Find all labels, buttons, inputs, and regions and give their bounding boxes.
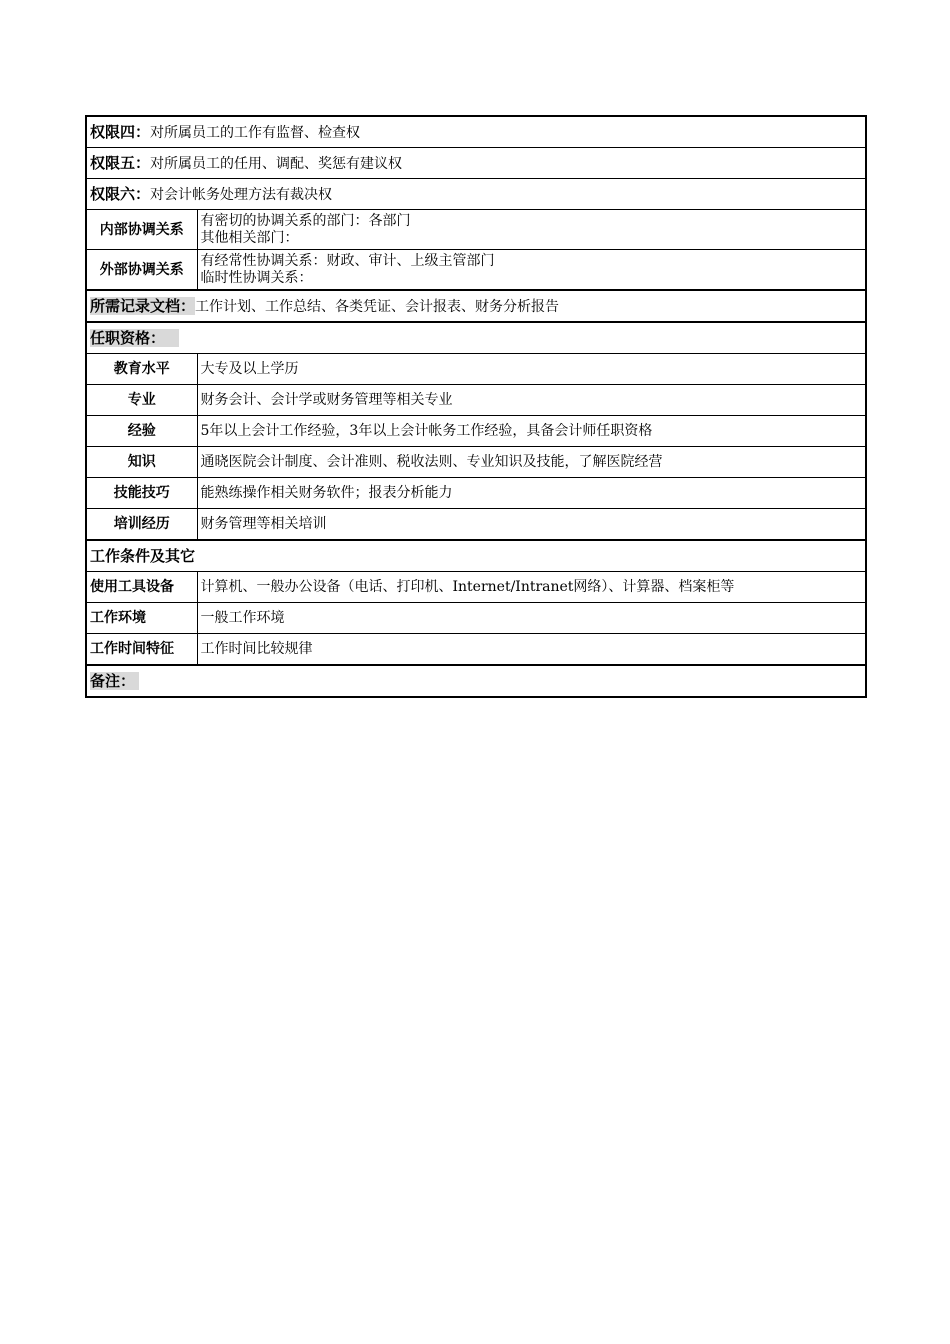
- condition-value: 计算机、一般办公设备（电话、打印机、Internet/Intranet网络）、计算器、档案柜等: [197, 572, 866, 603]
- condition-value: 工作时间比较规律: [197, 634, 866, 666]
- authority-label: 权限六：: [90, 184, 151, 203]
- internal-coordination-label: 内部协调关系: [86, 210, 197, 250]
- records-label: 所需记录文档：: [90, 296, 196, 315]
- qualification-label: 专业: [86, 385, 197, 416]
- authority-text: 对所属员工的工作有监督、检查权: [150, 124, 361, 141]
- condition-label: 工作时间特征: [86, 634, 197, 666]
- qualification-row: [86, 385, 866, 416]
- qualification-row: [86, 447, 866, 478]
- qualification-value: 财务会计、会计学或财务管理等相关专业: [197, 385, 866, 416]
- condition-label: 工作环境: [86, 603, 197, 634]
- condition-row: [86, 603, 866, 634]
- records-row: [86, 290, 866, 322]
- internal-coordination-row: [86, 210, 866, 250]
- authority-label: 权限五：: [90, 153, 151, 172]
- external-coordination-line1: 有经常性协调关系：财政、审计、上级主管部门: [200, 252, 495, 269]
- authority-text: 对会计帐务处理方法有裁决权: [150, 186, 333, 203]
- authority-cell: [86, 116, 866, 148]
- qualification-value: 能熟练操作相关财务软件；报表分析能力: [197, 478, 866, 509]
- internal-coordination-line1: 有密切的协调关系的部门：各部门: [200, 212, 411, 229]
- authority-row: [86, 148, 866, 179]
- qualifications-heading-cell: [86, 322, 866, 354]
- qualification-label: 教育水平: [86, 354, 197, 385]
- qualification-label: 技能技巧: [86, 478, 197, 509]
- internal-coordination-value: [197, 210, 866, 250]
- qualification-label: 经验: [86, 416, 197, 447]
- remarks-label: 备注：: [90, 672, 139, 690]
- condition-value: 一般工作环境: [197, 603, 866, 634]
- records-text: 工作计划、工作总结、各类凭证、会计报表、财务分析报告: [195, 298, 560, 315]
- qualifications-heading-row: [86, 322, 866, 354]
- condition-row: [86, 634, 866, 666]
- external-coordination-value: [197, 250, 866, 291]
- qualification-row: [86, 416, 866, 447]
- qualification-value: 通晓医院会计制度、会计准则、税收法则、专业知识及技能，了解医院经营: [197, 447, 866, 478]
- internal-coordination-line2: 其他相关部门：: [200, 229, 299, 246]
- remarks-cell: [86, 665, 866, 697]
- authority-cell: [86, 148, 866, 179]
- qualification-value: 大专及以上学历: [197, 354, 866, 385]
- condition-row: [86, 572, 866, 603]
- qualification-value: 财务管理等相关培训: [197, 509, 866, 541]
- qualification-value: 5年以上会计工作经验，3年以上会计帐务工作经验，具备会计师任职资格: [197, 416, 866, 447]
- qualifications-heading: 任职资格：: [90, 329, 179, 347]
- authority-cell: [86, 179, 866, 210]
- external-coordination-line2: 临时性协调关系：: [200, 269, 313, 286]
- authority-label: 权限四：: [90, 122, 151, 141]
- conditions-heading: 工作条件及其它: [90, 546, 196, 565]
- external-coordination-label: 外部协调关系: [86, 250, 197, 291]
- job-description-table: [85, 115, 867, 698]
- qualification-row: [86, 354, 866, 385]
- qualification-row: [86, 478, 866, 509]
- remarks-row: [86, 665, 866, 697]
- authority-row: [86, 116, 866, 148]
- records-cell: [86, 290, 866, 322]
- qualification-label: 培训经历: [86, 509, 197, 541]
- external-coordination-row: [86, 250, 866, 291]
- qualification-label: 知识: [86, 447, 197, 478]
- authority-row: [86, 179, 866, 210]
- authority-text: 对所属员工的任用、调配、奖惩有建议权: [150, 155, 403, 172]
- qualification-row: [86, 509, 866, 541]
- conditions-heading-row: [86, 540, 866, 572]
- conditions-heading-cell: [86, 540, 866, 572]
- condition-label: 使用工具设备: [86, 572, 197, 603]
